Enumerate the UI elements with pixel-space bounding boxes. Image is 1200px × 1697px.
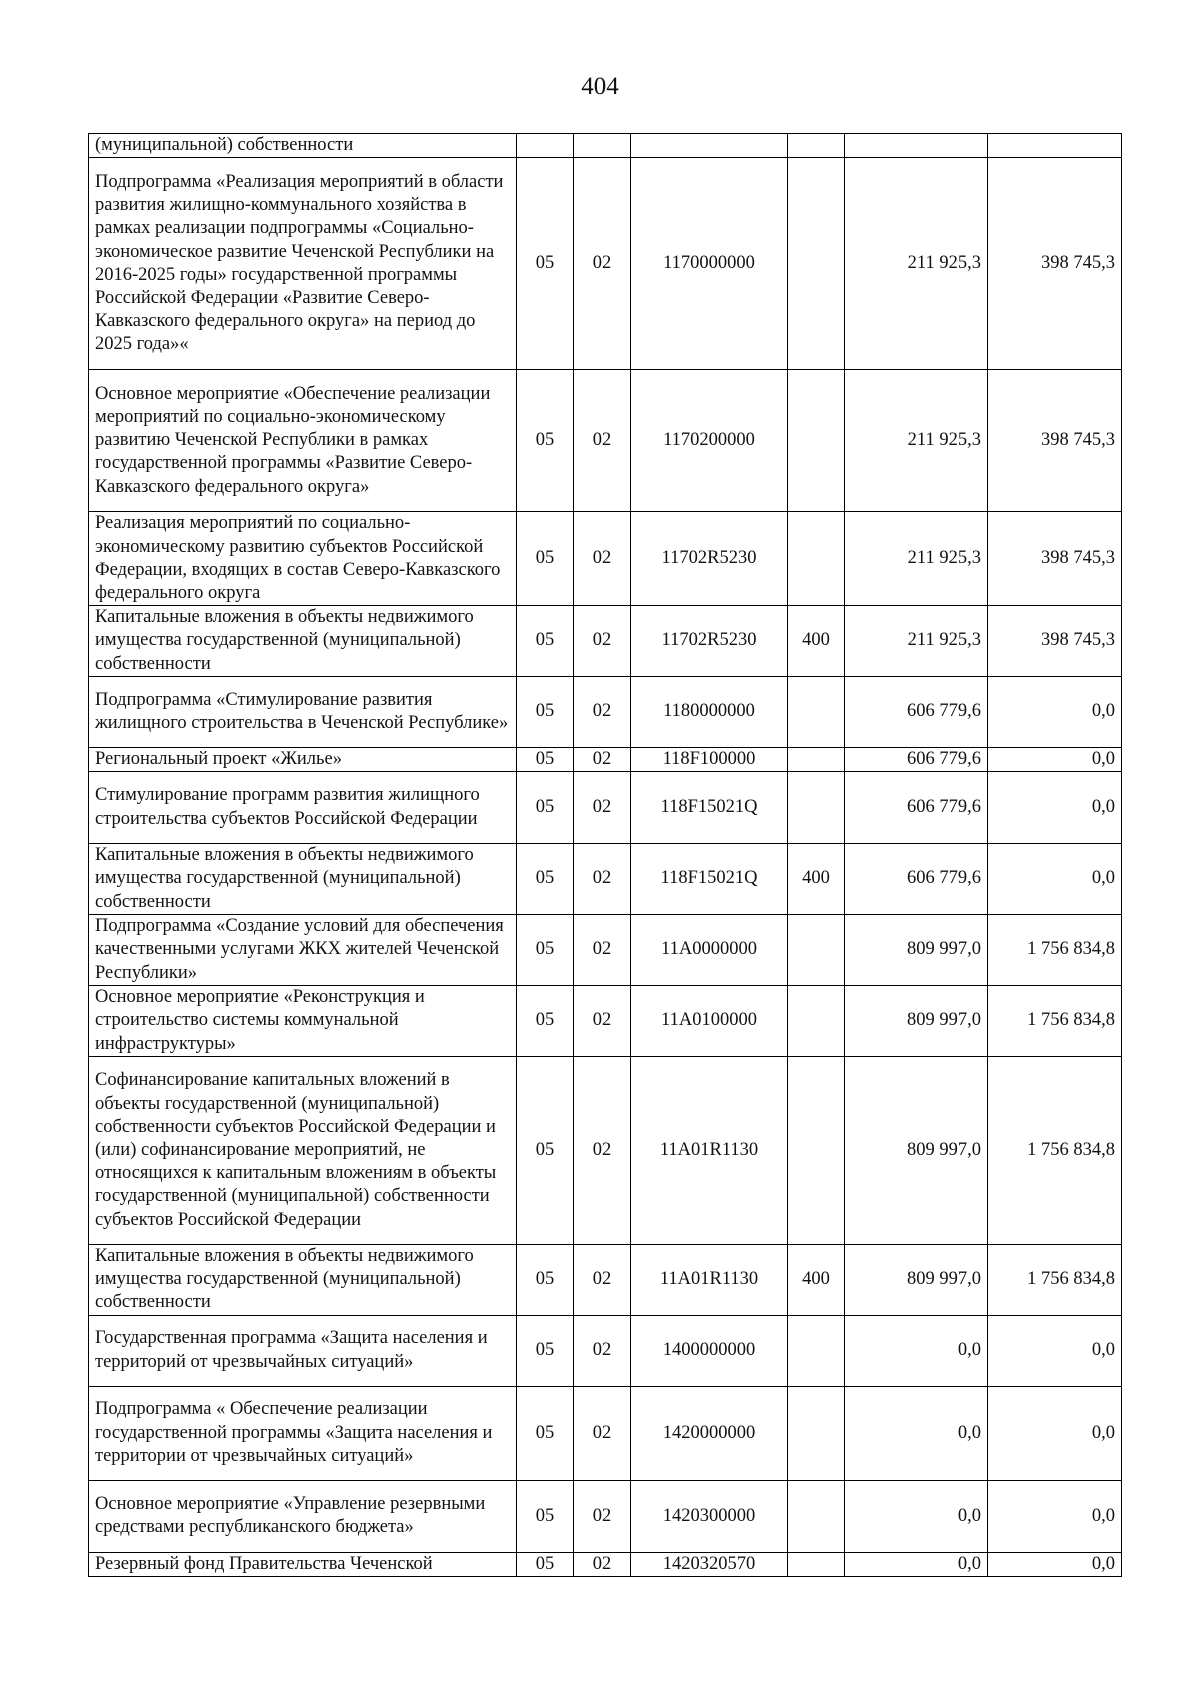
table-row	[89, 1057, 1122, 1245]
cell-expense-type	[788, 512, 845, 606]
cell-amount-2: 1 756 834,8	[988, 1057, 1122, 1245]
cell-target-code: 1170000000	[631, 158, 788, 370]
cell-section: 05	[517, 1480, 574, 1552]
cell-section: 05	[517, 986, 574, 1057]
cell-section: 05	[517, 747, 574, 771]
cell-amount-2: 0,0	[988, 747, 1122, 771]
cell-expense-type	[788, 134, 845, 158]
cell-section: 05	[517, 1245, 574, 1316]
table-row	[89, 772, 1122, 844]
cell-expense-type	[788, 915, 845, 986]
cell-amount-1: 809 997,0	[845, 1245, 988, 1316]
cell-name: Региональный проект «Жилье»	[89, 747, 517, 771]
budget-table	[88, 133, 1122, 1577]
cell-expense-type: 400	[788, 1245, 845, 1316]
table-row	[89, 676, 1122, 747]
cell-amount-2: 398 745,3	[988, 158, 1122, 370]
cell-name: Софинансирование капитальных вложений в объекты государственной (муниципальной) собственности субъектов Российской Федерации и (или) софинансирование мероприятий, не относящихся к капитальным вложениям в объекты государственной (муниципальной) собственности субъектов Российской Федерации	[89, 1057, 517, 1245]
cell-expense-type	[788, 1480, 845, 1552]
cell-expense-type	[788, 986, 845, 1057]
cell-section: 05	[517, 1386, 574, 1480]
cell-subsection: 02	[574, 844, 631, 915]
cell-section: 05	[517, 606, 574, 677]
cell-amount-1: 606 779,6	[845, 772, 988, 844]
cell-name: Капитальные вложения в объекты недвижимого имущества государственной (муниципальной) собственности	[89, 1245, 517, 1316]
cell-target-code: 118F15021Q	[631, 772, 788, 844]
cell-target-code: 11А01R1130	[631, 1057, 788, 1245]
cell-expense-type	[788, 747, 845, 771]
cell-expense-type	[788, 158, 845, 370]
cell-target-code: 1420300000	[631, 1480, 788, 1552]
cell-subsection: 02	[574, 512, 631, 606]
cell-amount-1: 809 997,0	[845, 986, 988, 1057]
cell-subsection: 02	[574, 1552, 631, 1576]
cell-target-code: 118F100000	[631, 747, 788, 771]
cell-subsection: 02	[574, 915, 631, 986]
table-row	[89, 1480, 1122, 1552]
cell-expense-type	[788, 1386, 845, 1480]
cell-section: 05	[517, 512, 574, 606]
cell-subsection: 02	[574, 747, 631, 771]
cell-expense-type: 400	[788, 606, 845, 677]
cell-amount-1: 211 925,3	[845, 606, 988, 677]
cell-amount-1: 606 779,6	[845, 844, 988, 915]
cell-amount-2: 1 756 834,8	[988, 915, 1122, 986]
cell-amount-1: 0,0	[845, 1480, 988, 1552]
cell-expense-type	[788, 1552, 845, 1576]
cell-subsection: 02	[574, 158, 631, 370]
cell-target-code: 1420000000	[631, 1386, 788, 1480]
cell-section: 05	[517, 844, 574, 915]
cell-target-code	[631, 134, 788, 158]
cell-name: Подпрограмма «Стимулирование развития жилищного строительства в Чеченской Республике»	[89, 676, 517, 747]
cell-amount-1: 211 925,3	[845, 158, 988, 370]
cell-name: (муниципальной) собственности	[89, 134, 517, 158]
table-row	[89, 158, 1122, 370]
cell-amount-2: 0,0	[988, 1480, 1122, 1552]
cell-amount-2: 0,0	[988, 1552, 1122, 1576]
cell-amount-1: 211 925,3	[845, 512, 988, 606]
cell-amount-2: 1 756 834,8	[988, 986, 1122, 1057]
cell-section: 05	[517, 1315, 574, 1386]
cell-expense-type	[788, 1315, 845, 1386]
cell-name: Основное мероприятие «Управление резервными средствами республиканского бюджета»	[89, 1480, 517, 1552]
cell-target-code: 1400000000	[631, 1315, 788, 1386]
table-row	[89, 370, 1122, 512]
cell-subsection: 02	[574, 1386, 631, 1480]
table-body	[89, 134, 1122, 1577]
cell-section: 05	[517, 370, 574, 512]
table-row	[89, 512, 1122, 606]
table-row	[89, 1386, 1122, 1480]
cell-amount-1: 809 997,0	[845, 1057, 988, 1245]
cell-section: 05	[517, 158, 574, 370]
cell-target-code: 11А01R1130	[631, 1245, 788, 1316]
cell-subsection: 02	[574, 1245, 631, 1316]
table-row	[89, 134, 1122, 158]
cell-target-code: 11А0100000	[631, 986, 788, 1057]
cell-section: 05	[517, 915, 574, 986]
cell-subsection: 02	[574, 676, 631, 747]
cell-name: Подпрограмма « Обеспечение реализации государственной программы «Защита населения и территории от чрезвычайных ситуаций»	[89, 1386, 517, 1480]
table-row	[89, 1315, 1122, 1386]
cell-amount-1	[845, 134, 988, 158]
cell-amount-1: 211 925,3	[845, 370, 988, 512]
cell-name: Реализация мероприятий по социально-экономическому развитию субъектов Российской Федерации, входящих в состав Северо-Кавказского федерального округа	[89, 512, 517, 606]
cell-subsection: 02	[574, 772, 631, 844]
cell-name: Капитальные вложения в объекты недвижимого имущества государственной (муниципальной) собственности	[89, 844, 517, 915]
cell-target-code: 11А0000000	[631, 915, 788, 986]
cell-name: Резервный фонд Правительства Чеченской	[89, 1552, 517, 1576]
cell-name: Основное мероприятие «Реконструкция и строительство системы коммунальной инфраструктуры»	[89, 986, 517, 1057]
table-row	[89, 747, 1122, 771]
cell-subsection	[574, 134, 631, 158]
cell-expense-type: 400	[788, 844, 845, 915]
table-row	[89, 986, 1122, 1057]
cell-target-code: 1180000000	[631, 676, 788, 747]
cell-expense-type	[788, 676, 845, 747]
cell-name: Подпрограмма «Создание условий для обеспечения качественными услугами ЖКХ жителей Чеченской Республики»	[89, 915, 517, 986]
cell-amount-2: 0,0	[988, 1386, 1122, 1480]
cell-section: 05	[517, 1057, 574, 1245]
cell-target-code: 1170200000	[631, 370, 788, 512]
cell-amount-1: 606 779,6	[845, 747, 988, 771]
cell-amount-1: 0,0	[845, 1386, 988, 1480]
cell-amount-2: 398 745,3	[988, 512, 1122, 606]
cell-target-code: 11702R5230	[631, 512, 788, 606]
cell-amount-1: 606 779,6	[845, 676, 988, 747]
cell-target-code: 1420320570	[631, 1552, 788, 1576]
cell-subsection: 02	[574, 1315, 631, 1386]
cell-name: Стимулирование программ развития жилищного строительства субъектов Российской Федерации	[89, 772, 517, 844]
cell-amount-1: 0,0	[845, 1552, 988, 1576]
cell-amount-2: 0,0	[988, 676, 1122, 747]
table-row	[89, 606, 1122, 677]
cell-subsection: 02	[574, 606, 631, 677]
cell-amount-2: 1 756 834,8	[988, 1245, 1122, 1316]
cell-amount-2: 0,0	[988, 1315, 1122, 1386]
cell-expense-type	[788, 370, 845, 512]
cell-amount-1: 809 997,0	[845, 915, 988, 986]
cell-subsection: 02	[574, 1480, 631, 1552]
cell-amount-2	[988, 134, 1122, 158]
cell-expense-type	[788, 772, 845, 844]
cell-subsection: 02	[574, 986, 631, 1057]
table-row	[89, 915, 1122, 986]
cell-amount-1: 0,0	[845, 1315, 988, 1386]
cell-name: Подпрограмма «Реализация мероприятий в области развития жилищно-коммунального хозяйства в рамках реализации подпрограммы «Социально-экономическое развитие Чеченской Республики на 2016-2025 годы» государственной программы Российской Федерации «Развитие Северо-Кавказского федерального округа» на период до 2025 года»«	[89, 158, 517, 370]
cell-section	[517, 134, 574, 158]
cell-section: 05	[517, 1552, 574, 1576]
cell-name: Капитальные вложения в объекты недвижимого имущества государственной (муниципальной) собственности	[89, 606, 517, 677]
cell-target-code: 11702R5230	[631, 606, 788, 677]
table-row	[89, 1552, 1122, 1576]
cell-name: Основное мероприятие «Обеспечение реализации мероприятий по социально-экономическому развитию Чеченской Республики в рамках государственной программы «Развитие Северо-Кавказского федерального округа»	[89, 370, 517, 512]
table-row	[89, 844, 1122, 915]
cell-subsection: 02	[574, 1057, 631, 1245]
cell-target-code: 118F15021Q	[631, 844, 788, 915]
cell-expense-type	[788, 1057, 845, 1245]
cell-name: Государственная программа «Защита населения и территорий от чрезвычайных ситуаций»	[89, 1315, 517, 1386]
table-row	[89, 1245, 1122, 1316]
cell-section: 05	[517, 772, 574, 844]
cell-amount-2: 398 745,3	[988, 606, 1122, 677]
cell-amount-2: 0,0	[988, 844, 1122, 915]
cell-subsection: 02	[574, 370, 631, 512]
cell-amount-2: 398 745,3	[988, 370, 1122, 512]
page-number: 404	[581, 73, 619, 100]
cell-section: 05	[517, 676, 574, 747]
cell-amount-2: 0,0	[988, 772, 1122, 844]
